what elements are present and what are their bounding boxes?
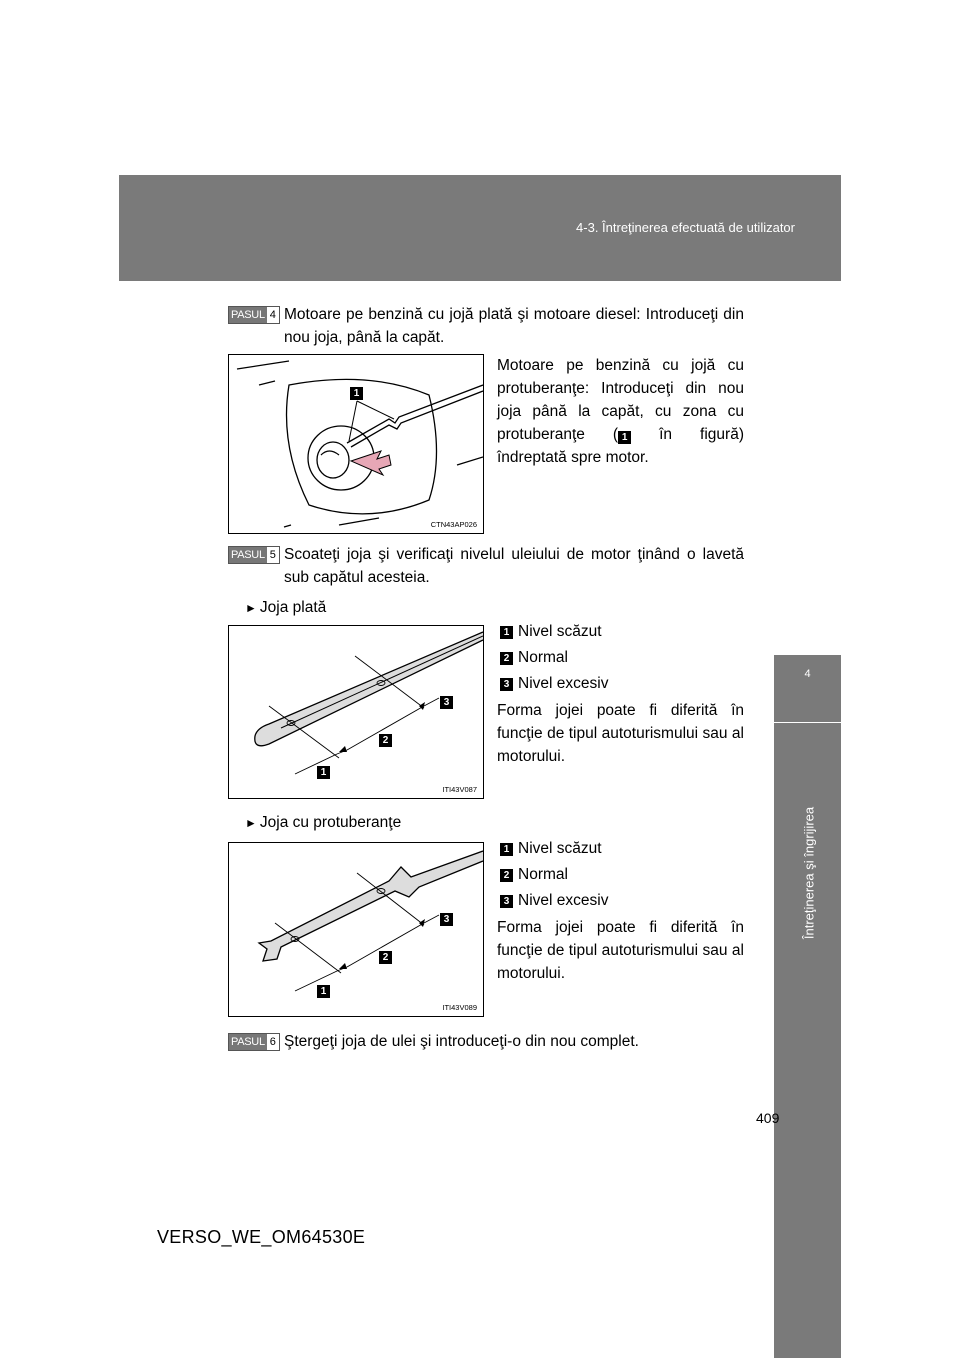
section-title: 4-3. Întreţinerea efectuată de utilizator bbox=[576, 220, 795, 235]
step-5-badge bbox=[228, 546, 280, 564]
legend-label: Nivel excesiv bbox=[518, 892, 609, 909]
legend-low bbox=[500, 622, 602, 642]
legend-excess bbox=[500, 891, 608, 911]
bump-dipstick-instruction bbox=[497, 354, 744, 469]
dipstick-insert-figure bbox=[228, 354, 484, 534]
callout-1: 1 bbox=[350, 387, 363, 400]
callout-3: 3 bbox=[440, 696, 453, 709]
legend-badge: 2 bbox=[500, 652, 513, 665]
instruction-part-1: Motoare pe benzină cu jojă cu protuberanţe: Introduceţi din nou joja până la capăt, cu zona cu protuberanţe ( bbox=[497, 357, 744, 443]
instruction-part-2: în figură) îndreptată spre motor. bbox=[497, 426, 744, 466]
callout-3: 3 bbox=[440, 913, 453, 926]
step-word: PASUL bbox=[231, 549, 265, 561]
bump-dipstick-illustration bbox=[229, 843, 483, 1016]
callout-2: 2 bbox=[379, 734, 392, 747]
triangle-marker-icon: ► bbox=[245, 601, 257, 615]
legend-label: Normal bbox=[518, 866, 568, 883]
legend-label: Nivel scăzut bbox=[518, 840, 602, 857]
legend-badge: 1 bbox=[500, 626, 513, 639]
step-word: PASUL bbox=[231, 1036, 265, 1048]
legend-badge: 3 bbox=[500, 678, 513, 691]
legend-label: Nivel scăzut bbox=[518, 623, 602, 640]
callout-2: 2 bbox=[379, 951, 392, 964]
triangle-marker-icon: ► bbox=[245, 816, 257, 830]
heading-label: Joja cu protuberanţe bbox=[259, 814, 402, 831]
heading-label: Joja plată bbox=[259, 599, 327, 616]
legend-low bbox=[500, 839, 602, 859]
legend-badge: 3 bbox=[500, 895, 513, 908]
bump-dipstick-heading bbox=[245, 811, 401, 835]
flat-dipstick-figure bbox=[228, 625, 484, 799]
step-number: 5 bbox=[267, 547, 279, 563]
document-code: VERSO_WE_OM64530E bbox=[157, 1227, 366, 1247]
shape-note: Forma jojei poate fi diferită în funcţie de tipul autoturismului sau al motorului. bbox=[497, 702, 744, 765]
flat-dipstick-illustration bbox=[229, 626, 483, 798]
bump-dipstick-figure bbox=[228, 842, 484, 1017]
figure-code: CTN43AP026 bbox=[430, 520, 477, 529]
step-number: 4 bbox=[267, 307, 279, 323]
dipstick-insert-illustration bbox=[229, 355, 483, 533]
chapter-label: Întreţinerea şi îngrijirea bbox=[801, 806, 817, 940]
legend-badge: 2 bbox=[500, 869, 513, 882]
chapter-tab[interactable] bbox=[774, 655, 841, 722]
legend-label: Nivel excesiv bbox=[518, 675, 609, 692]
legend-badge: 1 bbox=[500, 843, 513, 856]
step-number: 6 bbox=[267, 1034, 279, 1050]
step-5-text: Scoateţi joja şi verificaţi nivelul uleiului de motor ţinând o lavetă sub capătul acesteia. bbox=[284, 546, 744, 586]
chapter-number: 4 bbox=[804, 668, 811, 680]
figure-code: ITI43V087 bbox=[442, 785, 477, 794]
legend-excess bbox=[500, 674, 608, 694]
step-word: PASUL bbox=[231, 309, 265, 321]
figure-code: ITI43V089 bbox=[442, 1003, 477, 1012]
page-number: 409 bbox=[756, 1110, 780, 1126]
flat-dipstick-heading bbox=[245, 596, 326, 620]
step-6-badge bbox=[228, 1033, 280, 1051]
callout-1: 1 bbox=[317, 766, 330, 779]
legend-normal bbox=[500, 648, 568, 668]
header-band bbox=[119, 175, 841, 281]
legend-normal bbox=[500, 865, 568, 885]
step-6-text: Ştergeţi joja de ulei şi introduceţi-o din nou complet. bbox=[284, 1033, 639, 1050]
step-4-badge bbox=[228, 306, 280, 324]
inline-callout-1: 1 bbox=[618, 431, 631, 444]
legend-label: Normal bbox=[518, 649, 568, 666]
step-4-text: Motoare pe benzină cu jojă plată şi motoare diesel: Introduceţi din nou joja, până la capăt. bbox=[284, 306, 744, 346]
callout-1: 1 bbox=[317, 985, 330, 998]
shape-note: Forma jojei poate fi diferită în funcţie de tipul autoturismului sau al motorului. bbox=[497, 919, 744, 982]
